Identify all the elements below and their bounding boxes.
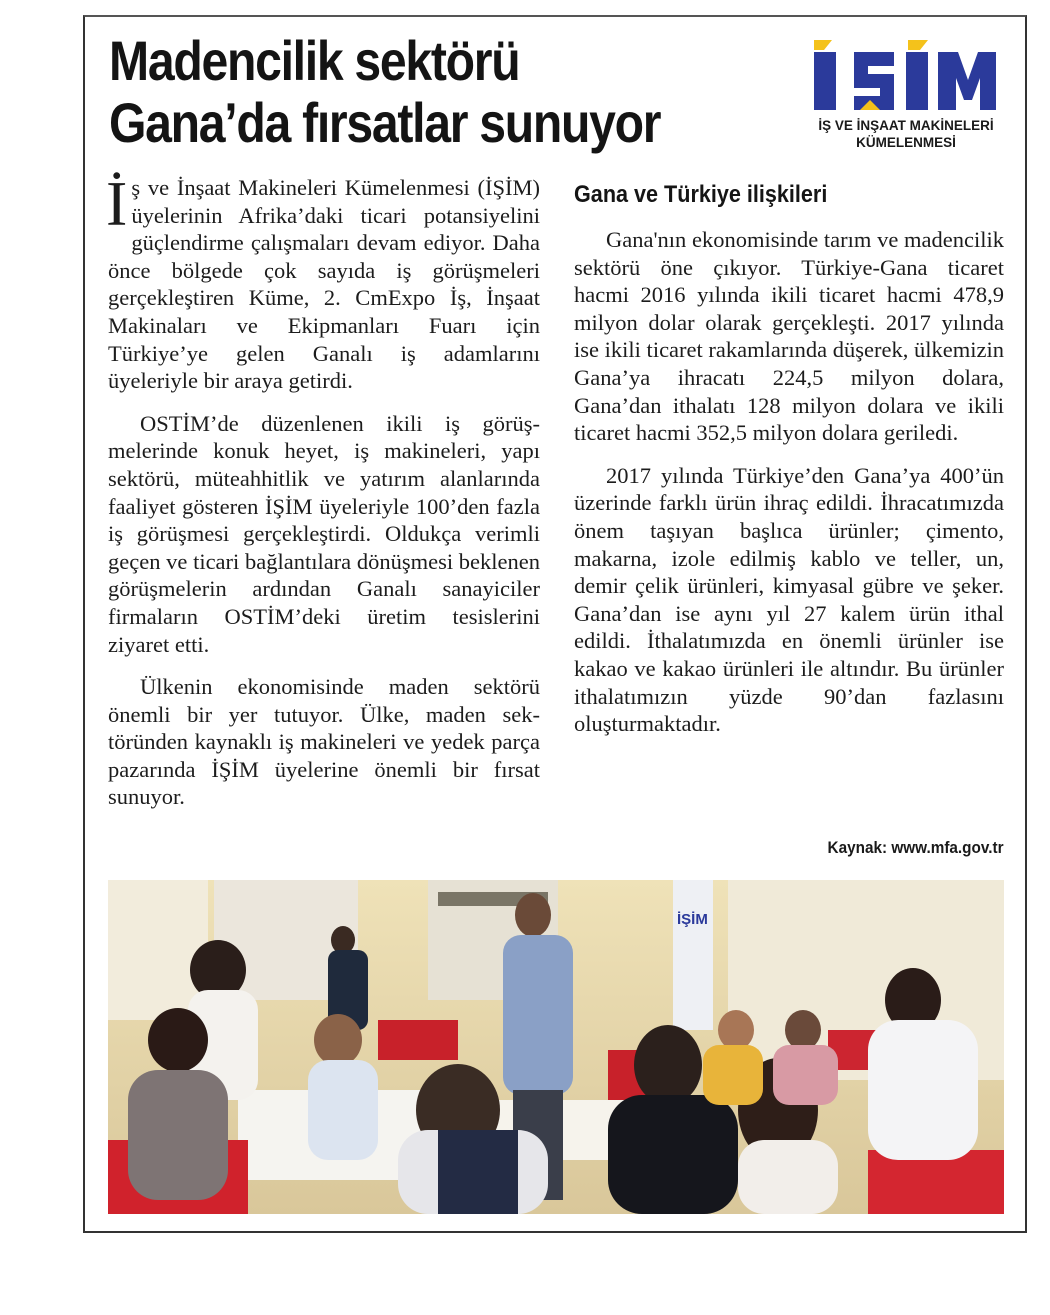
headline-line-2: Gana’da fırsatlar sunuyor <box>109 91 661 154</box>
subheading: Gana ve Türkiye ilişkileri <box>574 181 828 208</box>
paragraph: Gana'nın ekonomisinde tarım ve madencilik sektörü öne çıkıyor. Türkiye-Gana ticaret hacmi 2016 yılında ikili ticaret hacmi 478,9 milyon dolar olarak gerçekleşti. 2017 yılında ise ikili ticaret rakamlarında düşerek, ülkemizin Gana’ya ihracatı 224,5 milyon dolara, Gana’dan ithalatı 128 milyon dolara ve ikili ticaret hacmi 352,5 milyon dolara geriledi. <box>574 227 1004 446</box>
paragraph <box>106 168 540 395</box>
meeting-photo-illustration <box>108 880 1004 1214</box>
headline-line-1: Madencilik sektörü <box>109 29 520 92</box>
logo-caption <box>808 117 1004 151</box>
article-photo <box>108 880 1004 1214</box>
isim-wordmark-icon <box>810 25 1000 118</box>
drop-cap: İ <box>106 168 128 239</box>
logo-caption-line-1: İŞ VE İNŞAAT MAKİNELERİ <box>818 118 994 133</box>
source-credit: Kaynak: www.mfa.gov.tr <box>828 838 1004 857</box>
paragraph-text: ş ve İnşaat Makineleri Kümelenmesi (İŞİM) üyelerinin Afrika’daki ticari potansiyelini güçlendirme çalışmaları devam ediyor. Daha önce bölgede çok sayıda iş görüşmeleri gerçekleştiren Küme, 2. CmExpo İş, İnşaat Makinaları ve Ekipmanları Fuarı için Türkiye’ye gelen Ganalı iş adamlarını üyeleriyle bir araya getirdi. <box>108 175 540 394</box>
paragraph: Ülkenin ekonomisinde maden sektörü önemli bir yer tutuyor. Ülke, maden sektöründen kaynaklı iş makineleri ve yedek parça pazarında İŞİM üyelerine önemli bir fırsat sunuyor. <box>108 674 540 810</box>
paragraph: OSTİM’de düzenlenen ikili iş görüşmelerinde konuk heyet, iş makineleri, yapı sektörü, müteahhitlik ve yatırım alanlarında faaliyet gösteren İŞİM üyeleriyle 100’den fazla iş görüşmesi gerçekleştirdi. Oldukça verimli geçen ve ticari bağlantılara dönüşmesi beklenen görüşmelerin ardından Ganalı sanayiciler firmaların OSTİM’deki üretim tesislerini ziyaret etti. <box>108 410 540 657</box>
right-column <box>574 226 1004 753</box>
left-column <box>106 168 540 826</box>
paragraph: 2017 yılında Türkiye’den Gana’ya 400’ün üzerinde farklı ürün ihraç edildi. İhracatımızda önem taşıyan başlıca ürünler; çimento, makarna, izole edilmiş kablo ve teller, un, demir çelik ürünleri, kimyasal gübre ve şeker. Gana’dan ise aynı yıl 27 kalem ürün ithal edildi. İthalatımızda en önemli ürünler ise kakao ve kakao ürünleri ile altındır. Bu ürünler ithalatımızın yüzde 90’dan fazlasını oluşturmaktadır. <box>574 462 1004 737</box>
headline <box>109 30 660 154</box>
svg-text:İŞİM: İŞİM <box>677 911 708 928</box>
svg-text:İŞİM: İŞİM <box>810 25 844 42</box>
isim-banner <box>673 880 713 1030</box>
logo-caption-line-2: KÜMELENMESİ <box>856 135 956 150</box>
